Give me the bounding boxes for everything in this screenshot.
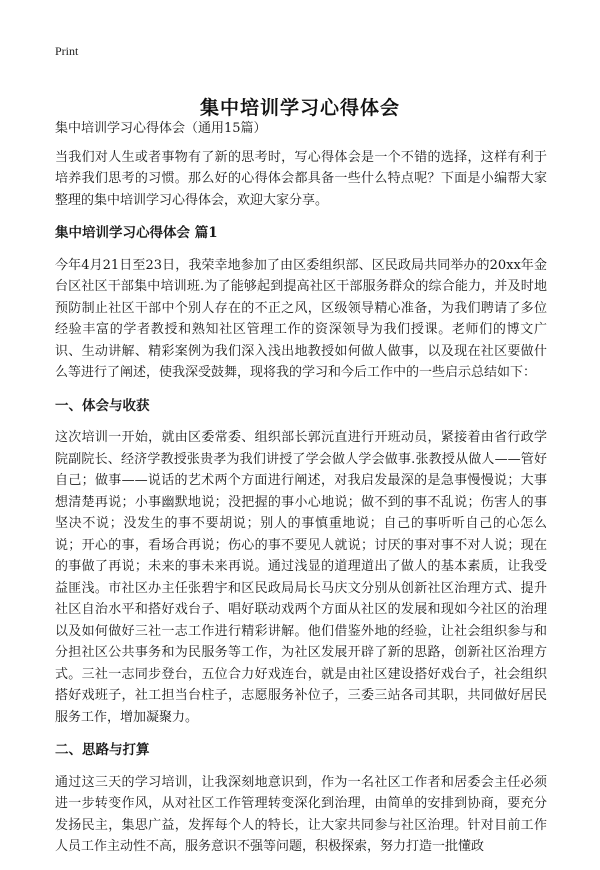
document-body [55, 118, 547, 870]
heading-gains: 一、体会与收获 [55, 397, 150, 414]
print-label[interactable]: Print [55, 44, 79, 58]
document-title: 集中培训学习心得体会 [199, 96, 400, 119]
heading-plans: 二、思路与打算 [55, 742, 150, 758]
gains-paragraph: 这次培训一开始，就由区委常委、组织部长郭沅直进行开班动员，紧接着由省行政学院副院长、经济学教授张贵孝为我们讲授了学会做人学会做事.张教授从做人——管好自己；做事——说话的艺术两个方面进行阐述，对我启发最深的是急事慢慢说；大事想清楚再说；小事幽默地说；没把握的事小心地说；做不到的事不乱说；伤害人的事坚决不说；没发生的事不要胡说；别人的事慎重地说；自己的事听听自己的心怎么说；开心的事，看场合再说；伤心的事不要见人就说；讨厌的事对事不对人说；现在的事做了再说；未来的事未来再说。通过浅显的道理道出了做人的基本素质，让我受益匪浅。市社区办主任张碧宇和区民政局局长马庆文分别从创新社区治理方式、提升社区自治水平和搭好戏台子、唱好联动戏两个方面从社区的发展和现如今社区的治理以及如何做好三社一志工作进行精彩讲解。他们借鉴外地的经验，让社会组织参与和分担社区公共事务和为民服务等工作，为社区发展开辟了新的思路，创新社区治理方式。三社一志同步登台，五位合力好戏连台，就是由社区建设搭好戏台子，社会组织搭好戏班子，社工担当台柱子，志愿服务补位子，三委三站各司其职，共同做好居民服务工作，增加凝聚力。 [55, 430, 547, 725]
section1-paragraph: 今年4月21日至23日，我荣幸地参加了由区委组织部、区民政局共同举办的20xx年金台区社区干部集中培训班.为了能够起到提高社区干部服务群众的综合能力，并及时地预防制止社区干部中个别人存在的不正之风，区级领导精心准备，为我们聘请了多位经验丰富的学者教授和熟知社区管理工作的资深领导为我们授课。老师们的博文广识、生动讲解、精彩案例为我们深入浅出地教授如何做人做事，以及现在社区要做什么等进行了阐述，使我深受鼓舞，现将我的学习和今后工作中的一些启示总结如下： [55, 257, 547, 380]
document-subtitle: 集中培训学习心得体会（通用15篇） [55, 121, 267, 136]
plans-paragraph: 通过这三天的学习培训，让我深刻地意识到，作为一名社区工作者和居委会主任必须进一步转变作风，从对社区工作管理转变深化到治理，由简单的安排到协商，要充分发扬民主，集思广益，发挥每个人的特长，让大家共同参与社区治理。针对目前工作人员工作主动性不高，服务意识不强等问题，积极探索，努力打造一批懂政 [55, 774, 547, 854]
intro-paragraph: 当我们对人生或者事物有了新的思考时，写心得体会是一个不错的选择，这样有利于培养我们思考的习惯。那么好的心得体会都具备一些什么特点呢？下面是小编帮大家整理的集中培训学习心得体会，欢迎大家分享。 [55, 149, 547, 208]
section-title-1: 集中培训学习心得体会 篇1 [55, 225, 218, 241]
